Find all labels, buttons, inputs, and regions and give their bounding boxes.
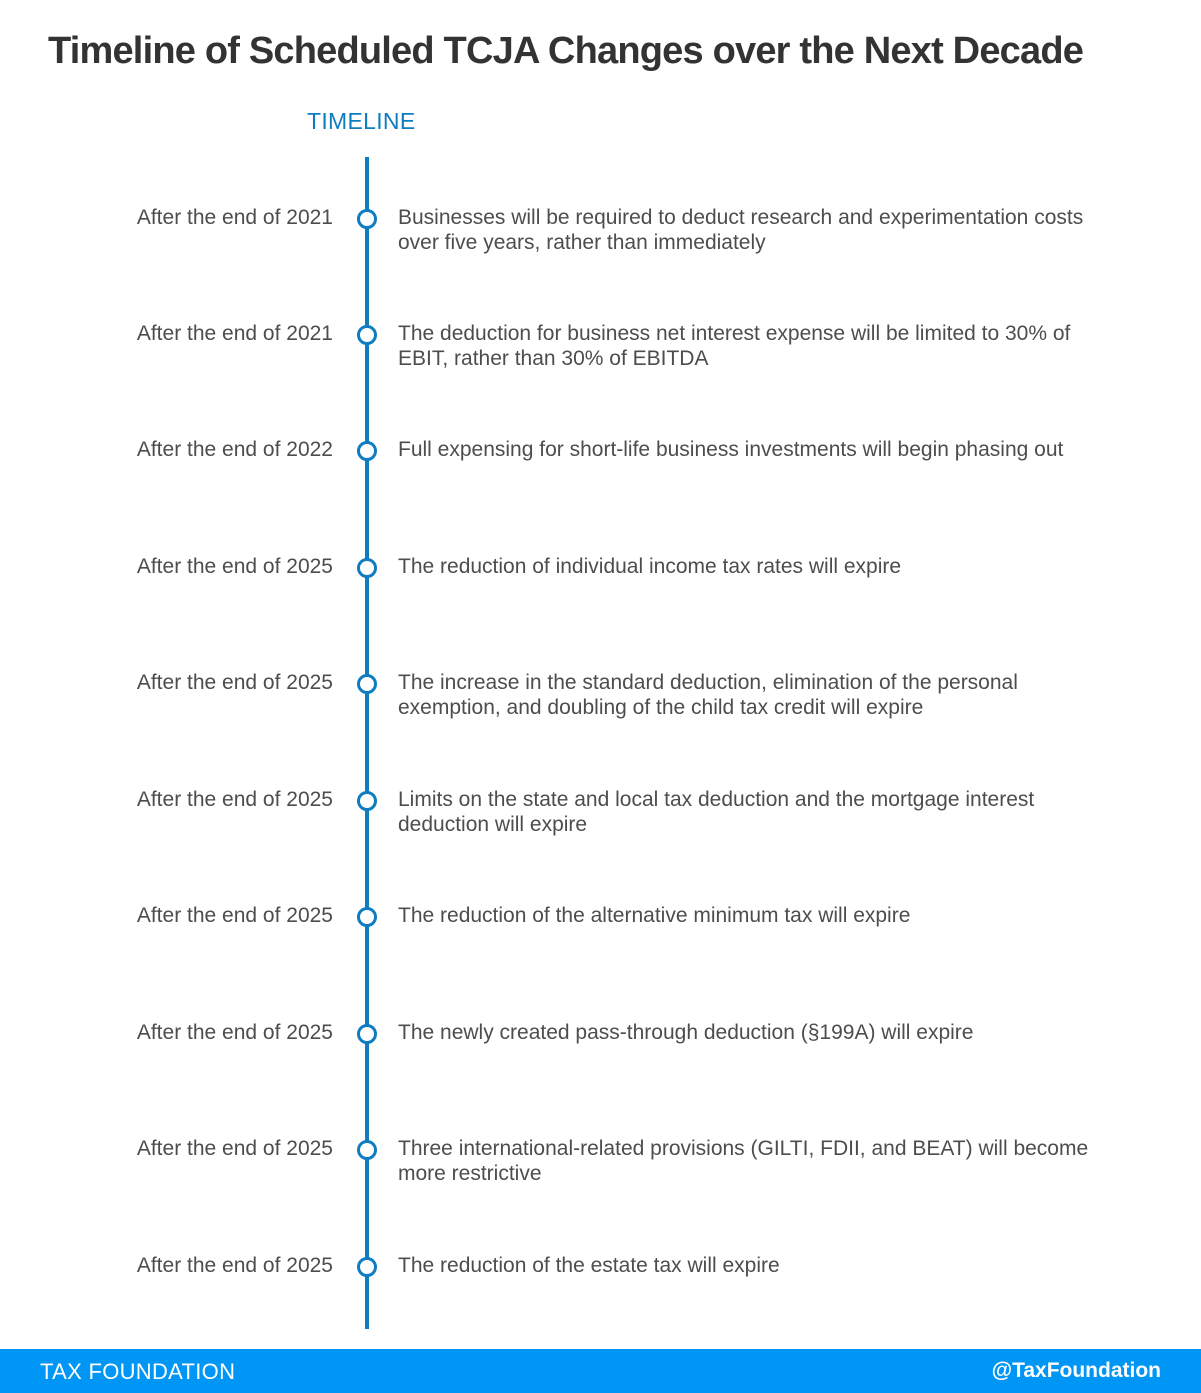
timeline-node	[357, 1024, 377, 1044]
event-date: After the end of 2025	[136, 671, 333, 694]
timeline-event	[0, 1253, 1201, 1313]
event-date: After the end of 2025	[136, 904, 333, 927]
timeline-node	[357, 558, 377, 578]
footer-brand: TAX FOUNDATION	[40, 1359, 236, 1384]
timeline-heading: TIMELINE	[307, 108, 416, 134]
event-description: Businesses will be required to deduct research and experimentation costs over five years, rather than immediately	[398, 206, 1084, 254]
timeline-node	[357, 674, 377, 694]
event-date: After the end of 2025	[136, 1137, 333, 1160]
timeline-node	[357, 791, 377, 811]
timeline-node	[357, 907, 377, 927]
event-date: After the end of 2025	[136, 555, 333, 578]
event-description: The reduction of individual income tax rates will expire	[398, 555, 902, 578]
event-date: After the end of 2025	[136, 788, 333, 811]
footer-bar	[0, 1349, 1201, 1393]
timeline-node	[357, 1140, 377, 1160]
event-description: The increase in the standard deduction, elimination of the personal exemption, and doubling of the child tax credit will expire	[398, 671, 1018, 719]
timeline-node	[357, 441, 377, 461]
timeline-event	[0, 1020, 1201, 1080]
timeline-node	[357, 209, 377, 229]
event-description: The reduction of the estate tax will expire	[398, 1254, 780, 1277]
event-date: After the end of 2025	[136, 1021, 333, 1044]
event-date: After the end of 2021	[136, 322, 333, 345]
timeline-event	[0, 787, 1201, 847]
event-description: Three international-related provisions (GILTI, FDII, and BEAT) will become more restrictive	[398, 1137, 1089, 1185]
timeline-event	[0, 437, 1201, 497]
event-description: The deduction for business net interest expense will be limited to 30% of EBIT, rather than 30% of EBITDA	[398, 322, 1071, 370]
event-date: After the end of 2025	[136, 1254, 333, 1277]
event-description: The newly created pass-through deduction (§199A) will expire	[398, 1021, 974, 1044]
event-description: The reduction of the alternative minimum tax will expire	[398, 904, 911, 927]
timeline-event	[0, 554, 1201, 614]
event-date: After the end of 2022	[136, 438, 333, 461]
timeline-node	[357, 325, 377, 345]
timeline-event	[0, 670, 1201, 730]
timeline-event	[0, 1136, 1201, 1196]
timeline-event	[0, 205, 1201, 265]
timeline-node	[357, 1257, 377, 1277]
event-description: Limits on the state and local tax deduction and the mortgage interest deduction will expire	[398, 788, 1035, 836]
event-description: Full expensing for short-life business investments will begin phasing out	[398, 438, 1064, 461]
event-date: After the end of 2021	[136, 206, 333, 229]
timeline-event	[0, 321, 1201, 381]
chart-title: Timeline of Scheduled TCJA Changes over the Next Decade	[48, 30, 1084, 72]
footer-handle: @TaxFoundation	[991, 1359, 1161, 1382]
timeline-event	[0, 903, 1201, 963]
